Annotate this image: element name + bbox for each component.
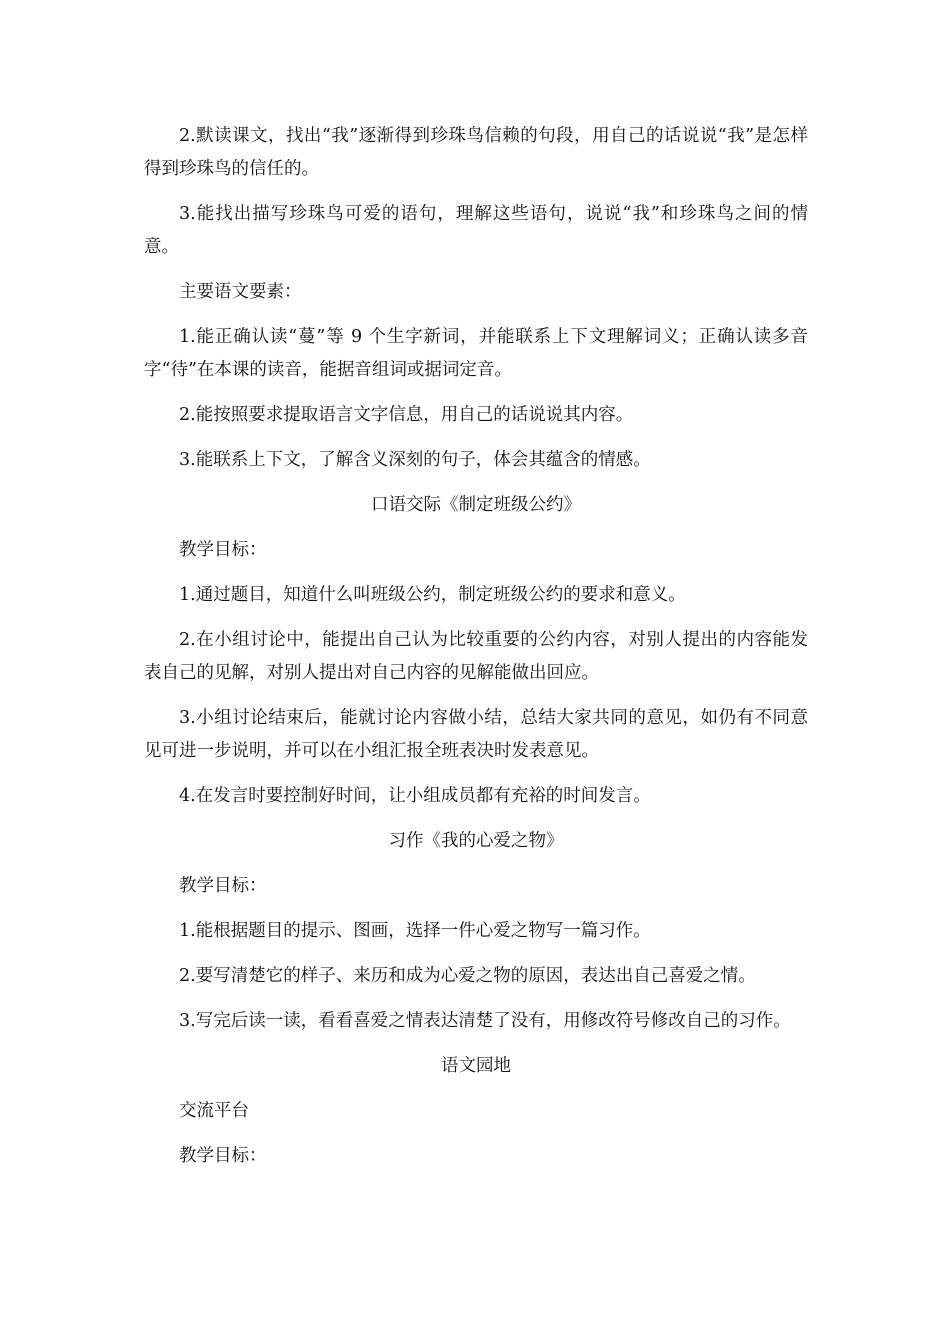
subheading-exchange-platform: 交流平台 (179, 1101, 249, 1121)
paragraph-element-1: 1.能正确认读“蔓”等 9 个生字新词，并能联系上下文理解词义；正确认读多音字“待”在本课的读音，能据音组词或据词定音。 (144, 327, 808, 380)
heading-teaching-goals-writing: 教学目标： (179, 876, 267, 896)
paragraph-writing-goal-1: 1.能根据题目的提示、图画，选择一件心爱之物写一篇习作。 (179, 921, 651, 941)
heading-teaching-goals-garden: 教学目标： (179, 1146, 267, 1166)
paragraph-oral-goal-4: 4.在发言时要控制好时间，让小组成员都有充裕的时间发言。 (179, 786, 651, 806)
paragraph-reading-goal-2: 2.默读课文，找出“我”逐渐得到珍珠鸟信赖的句段，用自己的话说说“我”是怎样得到珍珠鸟的信任的。 (144, 126, 808, 179)
heading-teaching-goals-oral: 教学目标： (179, 540, 267, 560)
section-title-writing: 习作《我的心爱之物》 (388, 831, 564, 851)
paragraph-oral-goal-2: 2.在小组讨论中，能提出自己认为比较重要的公约内容，对别人提出的内容能发表自己的见解，对别人提出对自己内容的见解能做出回应。 (144, 630, 808, 683)
section-title-oral-communication: 口语交际《制定班级公约》 (371, 495, 581, 515)
paragraph-writing-goal-3: 3.写完后读一读，看看喜爱之情表达清楚了没有，用修改符号修改自己的习作。 (179, 1011, 791, 1031)
paragraph-element-2: 2.能按照要求提取语言文字信息，用自己的话说说其内容。 (179, 405, 634, 425)
paragraph-oral-goal-3: 3.小组讨论结束后，能就讨论内容做小结，总结大家共同的意见，如仍有不同意见可进一步说明，并可以在小组汇报全班表决时发表意见。 (144, 708, 808, 761)
paragraph-element-3: 3.能联系上下文，了解含义深刻的句子，体会其蕴含的情感。 (179, 450, 651, 470)
paragraph-writing-goal-2: 2.要写清楚它的样子、来历和成为心爱之物的原因，表达出自己喜爱之情。 (179, 966, 756, 986)
heading-main-elements: 主要语文要素： (179, 282, 302, 302)
paragraph-reading-goal-3: 3.能找出描写珍珠鸟可爱的语句，理解这些语句，说说“我”和珍珠鸟之间的情意。 (144, 204, 808, 257)
paragraph-oral-goal-1: 1.通过题目，知道什么叫班级公约，制定班级公约的要求和意义。 (179, 585, 686, 605)
section-title-language-garden: 语文园地 (441, 1056, 511, 1076)
